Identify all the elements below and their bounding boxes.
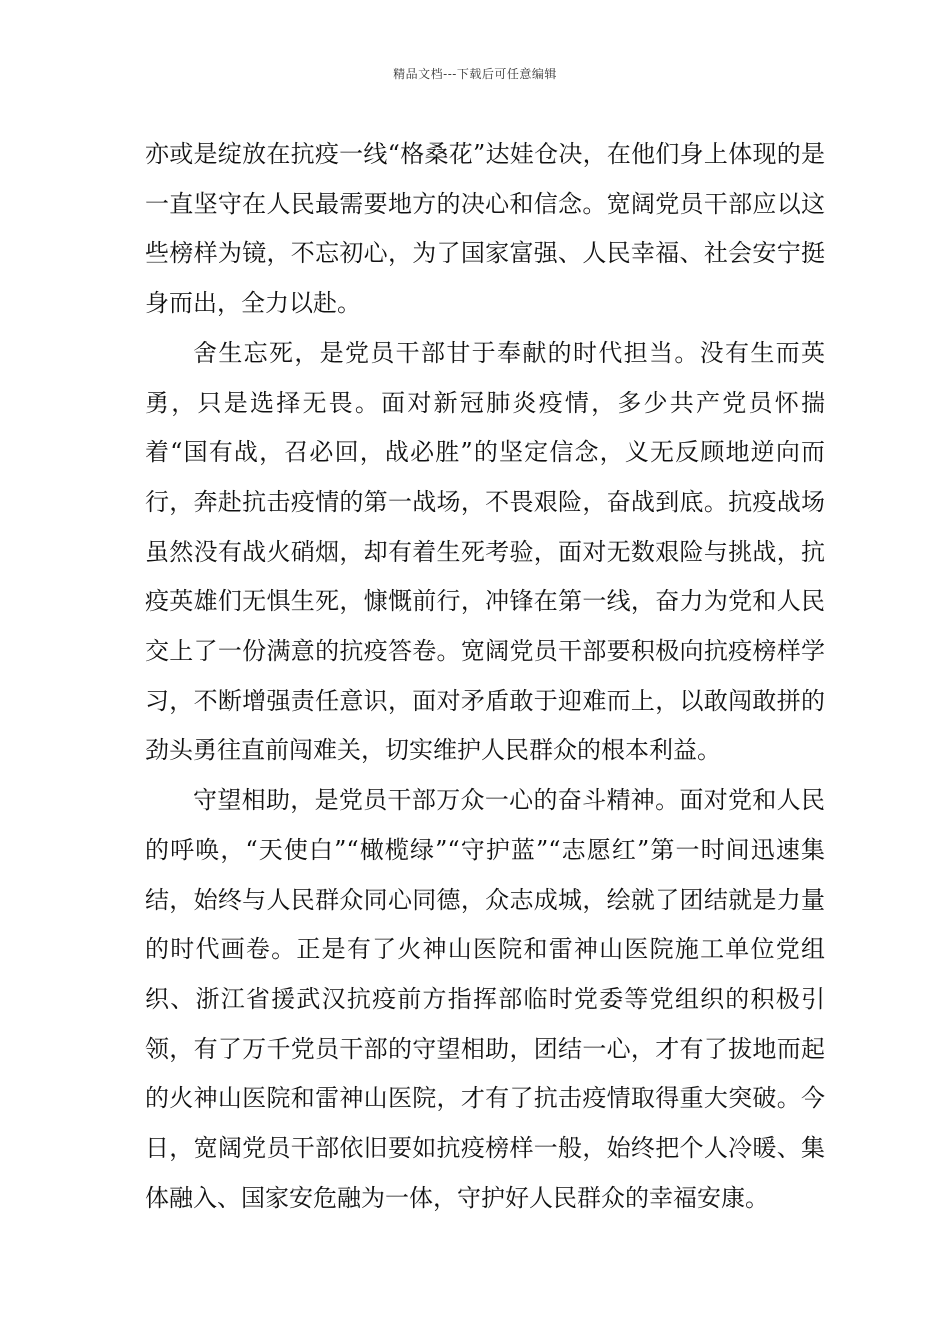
paragraph-continuation: 亦或是绽放在抗疫一线“格桑花”达娃仓决，在他们身上体现的是一直坚守在人民最需要地方的决心和信念。宽阔党员干部应以这些榜样为镜，不忘初心，为了国家富强、人民幸福、社会安宁挺身而出，全力以赴。 [145,140,825,318]
paragraph-mutual-help: 守望相助，是党员干部万众一心的奋斗精神。面对党和人民的呼唤，“天使白”“橄榄绿”“守护蓝”“志愿红”第一时间迅速集结，始终与人民群众同心同德，众志成城，绘就了团结就是力量的时代画卷。正是有了火神山医院和雷神山医院施工单位党组织、浙江省援武汉抗疫前方指挥部临时党委等党组织的积极引领，有了万千党员干部的守望相助，团结一心，才有了拔地而起的火神山医院和雷神山医院，才有了抗击疫情取得重大突破。今日，宽阔党员干部依旧要如抗疫榜样一般，始终把个人冷暖、集体融入、国家安危融为一体，守护好人民群众的幸福安康。 [145,786,825,1212]
document-body [145,130,825,1223]
page-header: 精品文档---下载后可任意编辑 [393,67,557,81]
paragraph-sacrifice: 舍生忘死，是党员干部甘于奉献的时代担当。没有生而英勇，只是选择无畏。面对新冠肺炎疫情，多少共产党员怀揣着“国有战，召必回，战必胜”的坚定信念，义无反顾地逆向而行，奔赴抗击疫情的第一战场，不畏艰险，奋战到底。抗疫战场虽然没有战火硝烟，却有着生死考验，面对无数艰险与挑战，抗疫英雄们无惧生死，慷慨前行，冲锋在第一线，奋力为党和人民交上了一份满意的抗疫答卷。宽阔党员干部要积极向抗疫榜样学习，不断增强责任意识，面对矛盾敢于迎难而上，以敢闯敢拼的劲头勇往直前闯难关，切实维护人民群众的根本利益。 [145,338,825,765]
